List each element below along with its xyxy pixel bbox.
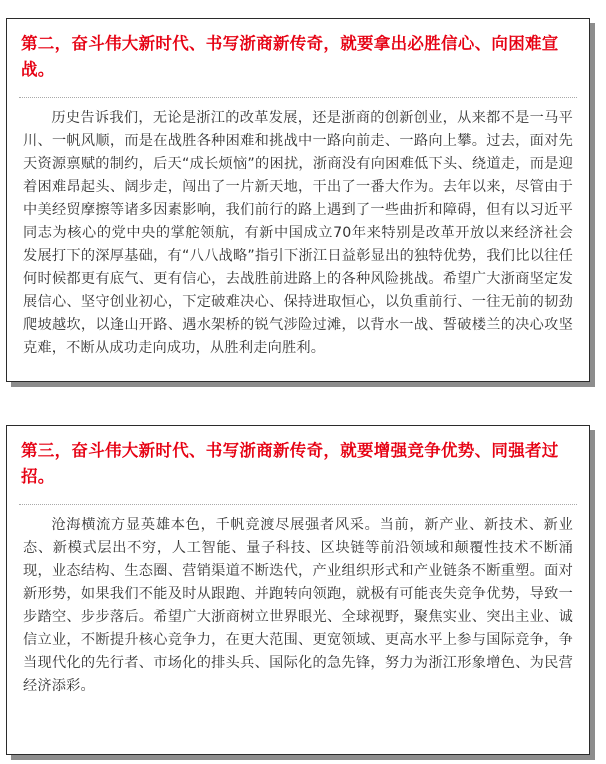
section-heading: 第三，奋斗伟大新时代、书写浙商新传奇，就要增强竞争优势、同强者过招。 [21, 441, 559, 486]
section-body: 历史告诉我们，无论是浙江的改革发展，还是浙商的创新创业，从来都不是一马平川、一帆风顺，而是在战胜各种困难和挑战中一路向前走、一路向上攀。过去，面对先天资源禀赋的制约，后天“成长烦恼”的困扰，浙商没有向困难低下头、绕道走，而是迎着困难昂起头、阔步走，闯出了一片新天地，干出了一番大作为。去年以来，尽管由于中美经贸摩擦等诸多因素影响，我们前行的路上遇到了一些曲折和障碍，但有以习近平同志为核心的党中央的掌舵领航，有新中国成立70年来特别是改革开放以来经济社会发展打下的深厚基础，有“八八战略”指引下浙江日益彰显出的独特优势，我们比以往任何时候都更有底气、更有信心，去战胜前进路上的各种风险挑战。希望广大浙商坚定发展信心、坚守创业初心，下定破难决心、保持进取恒心，以负重前行、一往无前的韧劲爬坡越坎，以逢山开路、遇水架桥的锐气涉险过滩，以背水一战、誓破楼兰的决心攻坚克难，不断从成功走向成功，从胜利走向胜利。 [23, 110, 573, 356]
section-body: 沧海横流方显英雄本色，千帆竞渡尽展强者风采。当前，新产业、新技术、新业态、新模式层出不穷，人工智能、量子科技、区块链等前沿领域和颠覆性技术不断涌现，业态结构、生态圈、营销渠道不断迭代，产业组织形式和产业链条不断重塑。面对新形势，如果我们不能及时从跟跑、并跑转向领跑，就极有可能丧失竞争优势，导致一步踏空、步步落后。希望广大浙商树立世界眼光、全球视野，聚焦实业、突出主业、诚信立业，不断提升核心竞争力，在更大范围、更宽领域、更高水平上参与国际竞争，争当现代化的先行者、市场化的排头兵、国际化的急先锋，努力为浙江形象增色、为民营经济添彩。 [23, 517, 573, 694]
section-heading: 第二，奋斗伟大新时代、书写浙商新传奇，就要拿出必胜信心、向困难宣战。 [21, 34, 559, 79]
section-card-3 [6, 425, 590, 755]
section-card-2 [6, 18, 590, 382]
